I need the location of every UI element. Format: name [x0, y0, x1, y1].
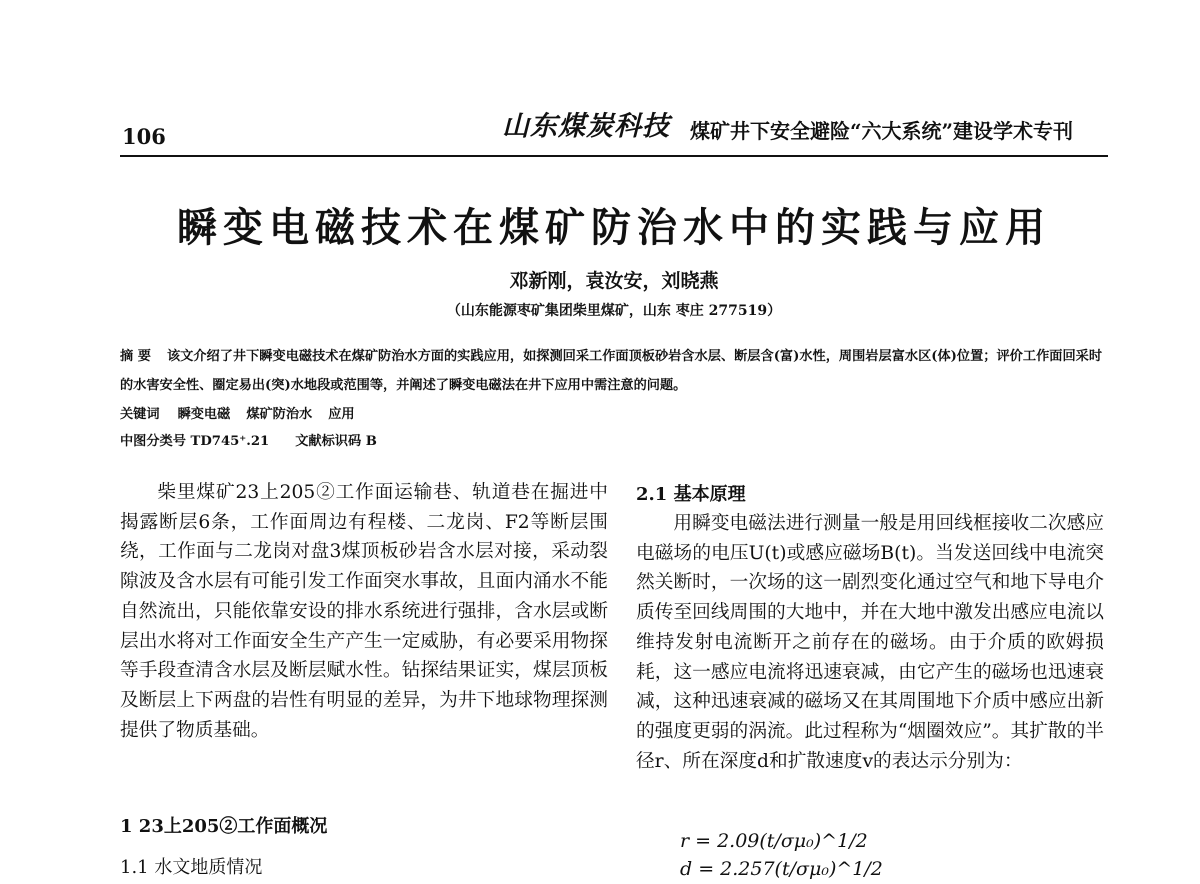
abstract-label: 摘 要 [120, 349, 151, 364]
abstract [120, 342, 1102, 400]
keywords [120, 403, 371, 422]
article-title: 瞬变电磁技术在煤矿防治水中的实践与应用 [177, 204, 1051, 251]
section-heading-2-1: 2.1 基本原理 [636, 484, 746, 505]
document-code: 文献标识码 B [295, 434, 377, 449]
keyword: 煤矿防治水 [246, 407, 313, 422]
intro-paragraph: 柴里煤矿23上205②工作面运输巷、轨道巷在掘进中揭露断层6条，工作面周边有程楼、二龙岗、F2等断层围绕，工作面与二龙岗对盘3煤顶板砂岩含水层对接，采动裂隙波及含水层有可能引发工作面突水事故，且面内涌水不能自然流出，只能依靠安设的排水系统进行强排，含水层或断层出水将对工作面安全生产产生一定威胁，有必要采用物探等手段查清含水层及断层赋水性。钻探结果证实，煤层顶板及断层上下两盘的岩性有明显的差异，为井下地球物理探测提供了物质基础。 [120, 482, 608, 741]
abstract-text: 该文介绍了井下瞬变电磁技术在煤矿防治水方面的实践应用，如探测回采工作面顶板砂岩含水层、断层含(富)水性，周围岩层富水区(体)位置；评价工作面回采时的水害安全性、圈定易出(突)水地段或范围等，并阐述了瞬变电磁法在井下应用中需注意的问题。 [120, 349, 1103, 393]
formula-depth: d = 2.257(t/σμ₀)^1/2 [680, 858, 883, 880]
article-authors: 邓新刚，袁汝安，刘晓燕 [509, 270, 719, 292]
page-number: 106 [122, 124, 166, 149]
keyword: 瞬变电磁 [177, 407, 231, 422]
author-affiliation: （山东能源枣矿集团柴里煤矿，山东 枣庄 277519） [446, 303, 782, 319]
section-heading-1-1: 1.1 水文地质情况 [120, 857, 263, 878]
formula-radius: r = 2.09(t/σμ₀)^1/2 [680, 830, 868, 852]
header-rule [120, 155, 1108, 157]
keyword: 应用 [328, 407, 355, 422]
keywords-label: 关键词 [120, 407, 160, 422]
issue-title: 煤矿井下安全避险“六大系统”建设学术专刊 [690, 119, 1074, 143]
principle-paragraph: 用瞬变电磁法进行测量一般是用回线框接收二次感应电磁场的电压U(t)或感应磁场B(t)。当发送回线中电流突然关断时，一次场的这一剧烈变化通过空气和地下导电介质传至回线周围的大地中，并在大地中激发出感应电流以维持发射电流断开之前存在的磁场。由于介质的欧姆损耗，这一感应电流将迅速衰减，由它产生的磁场也迅速衰减，这种迅速衰减的磁场又在其周围地下介质中感应出新的强度更弱的涡流。此过程称为“烟圈效应”。其扩散的半径r、所在深度d和扩散速度v的表达示分别为： [636, 513, 1104, 772]
section-heading-1: 1 23上205②工作面概况 [120, 816, 328, 837]
classification-number: 中图分类号 TD745⁺.21 [120, 434, 270, 449]
classification-line [120, 430, 377, 449]
journal-logo: 山东煤炭科技 [502, 111, 670, 142]
